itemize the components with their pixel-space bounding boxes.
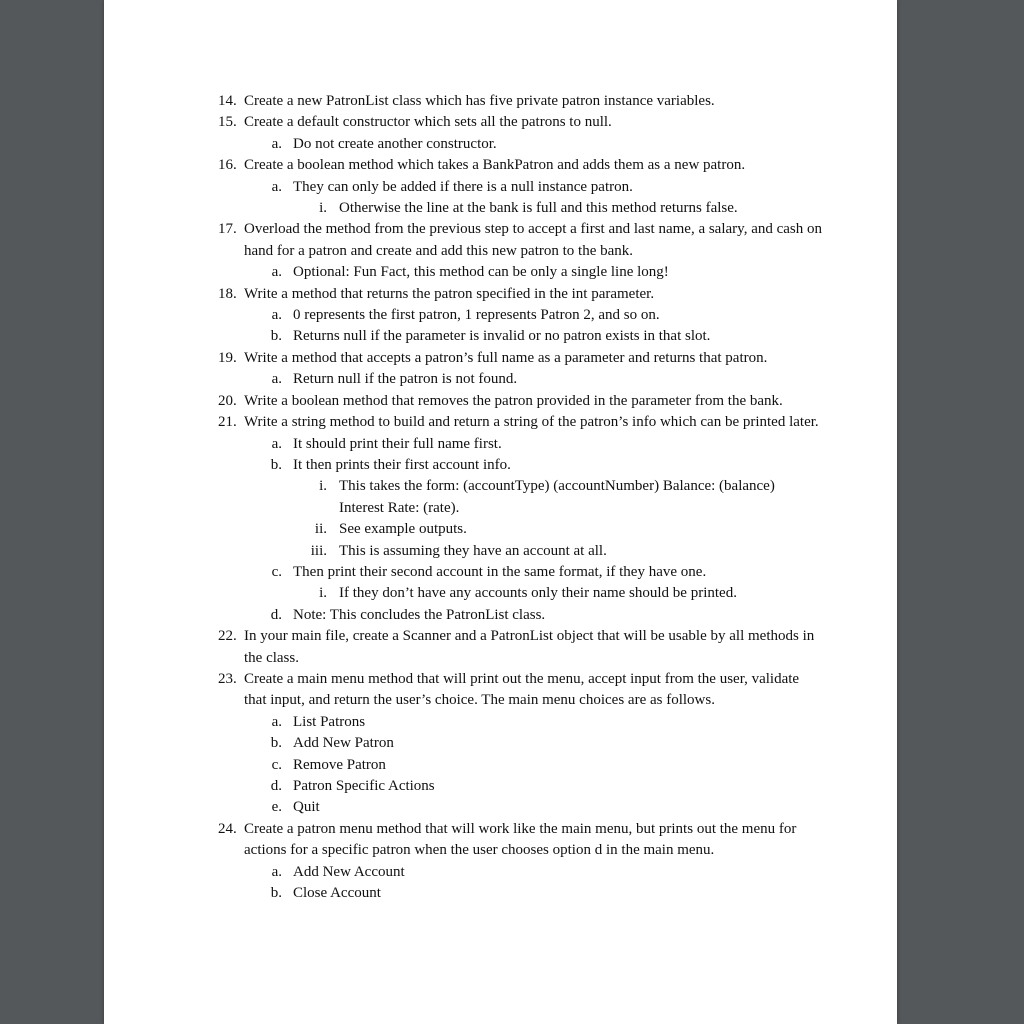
list-item (222, 541, 822, 562)
list-text: Create a patron menu method that will work like the main menu, but prints out the menu for actions for a specific patron when the user chooses option d in the main menu. (244, 820, 797, 859)
list-text: Create a default constructor which sets all the patrons to null. (244, 114, 612, 131)
list-text: Patron Specific Actions (293, 778, 435, 794)
list-text: Note: This concludes the PatronList class. (293, 606, 546, 623)
list-marker: b. (270, 885, 282, 902)
list-text: Write a method that returns the patron specified in the int parameter. (244, 285, 655, 302)
list-item (218, 155, 822, 176)
list-marker: a. (271, 435, 282, 452)
list-marker: 20. (218, 392, 237, 409)
list-marker: 24. (218, 820, 237, 837)
list-item (222, 326, 822, 347)
list-marker: a. (271, 307, 282, 324)
list-text: Otherwise the line at the bank is full and this method returns false. (339, 200, 738, 217)
list-item (222, 177, 822, 198)
list-marker: 23. (218, 670, 237, 687)
list-text: Quit (293, 799, 320, 816)
list-marker: a. (271, 178, 282, 195)
list-item (222, 434, 822, 455)
list-item (222, 476, 822, 519)
list-item (218, 112, 822, 133)
list-item (218, 91, 822, 112)
list-item (222, 883, 822, 904)
list-marker: c. (271, 563, 282, 580)
list-item (218, 219, 822, 262)
list-item (222, 712, 822, 733)
list-text: Create a new PatronList class which has five private patron instance variables. (244, 93, 715, 109)
list-marker: b. (270, 456, 282, 473)
list-marker: b. (270, 735, 282, 752)
list-text: Returns null if the parameter is invalid or no patron exists in that slot. (293, 328, 711, 345)
list-item (222, 519, 822, 540)
list-text: Remove Patron (293, 756, 386, 773)
list-marker: 16. (218, 157, 237, 174)
list-item (218, 626, 822, 669)
list-text: See example outputs. (339, 521, 467, 538)
list-marker: a. (271, 135, 282, 152)
list-marker: 18. (218, 285, 237, 302)
list-item (222, 755, 822, 776)
list-text: Write a string method to build and return a string of the patron’s info which can be printed later. (244, 414, 819, 431)
list-text: It should print their full name first. (293, 435, 502, 452)
list-item (222, 455, 822, 476)
list-item (222, 797, 822, 818)
list-marker: d. (270, 606, 282, 623)
list-item (218, 348, 822, 369)
list-marker: 17. (218, 221, 237, 238)
list-item (218, 391, 822, 412)
list-item (222, 134, 822, 155)
list-marker: i. (319, 478, 327, 495)
list-item (222, 262, 822, 283)
list-item (222, 776, 822, 797)
list-marker: b. (270, 328, 282, 345)
list-text: Do not create another constructor. (293, 135, 497, 152)
list-text: 0 represents the first patron, 1 represents Patron 2, and so on. (293, 307, 660, 324)
list-marker: e. (271, 799, 282, 816)
list-text: List Patrons (293, 713, 366, 730)
list-text: Write a boolean method that removes the patron provided in the parameter from the bank. (244, 392, 783, 409)
list-marker: a. (271, 713, 282, 730)
list-text: This is assuming they have an account at all. (339, 542, 607, 559)
list-marker: iii. (310, 542, 327, 559)
list-text: Optional: Fun Fact, this method can be only a single line long! (293, 264, 669, 281)
list-marker: 14. (218, 93, 237, 109)
list-text: Overload the method from the previous step to accept a first and last name, a salary, and cash on hand for a patron and create and add this new patron to the bank. (244, 221, 822, 259)
document-page (104, 0, 897, 1024)
list-text: This takes the form: (accountType) (accountNumber) Balance: (balance) Interest Rate: (rate). (339, 478, 775, 516)
list-item (222, 562, 822, 583)
list-text: If they don’t have any accounts only their name should be printed. (339, 585, 737, 602)
list-item (222, 198, 822, 219)
list-item (218, 412, 822, 433)
list-marker: a. (271, 264, 282, 281)
list-text: Write a method that accepts a patron’s full name as a parameter and returns that patron. (244, 349, 768, 366)
list-item (218, 284, 822, 305)
list-text: They can only be added if there is a null instance patron. (293, 178, 633, 195)
list-item (222, 583, 822, 604)
list-item (222, 305, 822, 326)
list-item (218, 819, 822, 862)
list-marker: 22. (218, 628, 237, 645)
list-item (222, 733, 822, 754)
list-item (222, 369, 822, 390)
list-text: Create a main menu method that will print out the menu, accept input from the user, validate that input, and return the user’s choice. The main menu choices are as follows. (244, 670, 800, 709)
list-item (222, 605, 822, 626)
list-marker: 19. (218, 349, 237, 366)
list-marker: 21. (218, 414, 237, 431)
list-marker: ii. (314, 521, 327, 538)
list-text: Add New Patron (293, 735, 394, 752)
list-text: Close Account (293, 885, 381, 902)
list-text: It then prints their first account info. (293, 456, 511, 473)
list-text: Create a boolean method which takes a BankPatron and adds them as a new patron. (244, 157, 746, 174)
list-marker: i. (319, 200, 327, 217)
list-marker: d. (270, 778, 282, 794)
list-item (218, 669, 822, 712)
list-marker: a. (271, 371, 282, 388)
list-text: Add New Account (293, 863, 405, 880)
list-marker: i. (319, 585, 327, 602)
list-text: Return null if the patron is not found. (293, 371, 518, 388)
list-text: In your main file, create a Scanner and a PatronList object that will be usable by all methods in the class. (244, 628, 815, 666)
list-marker: a. (271, 863, 282, 880)
list-text: Then print their second account in the same format, if they have one. (293, 563, 707, 580)
list-marker: c. (271, 756, 282, 773)
list-marker: 15. (218, 114, 237, 131)
instruction-list (218, 91, 822, 904)
list-item (222, 862, 822, 883)
